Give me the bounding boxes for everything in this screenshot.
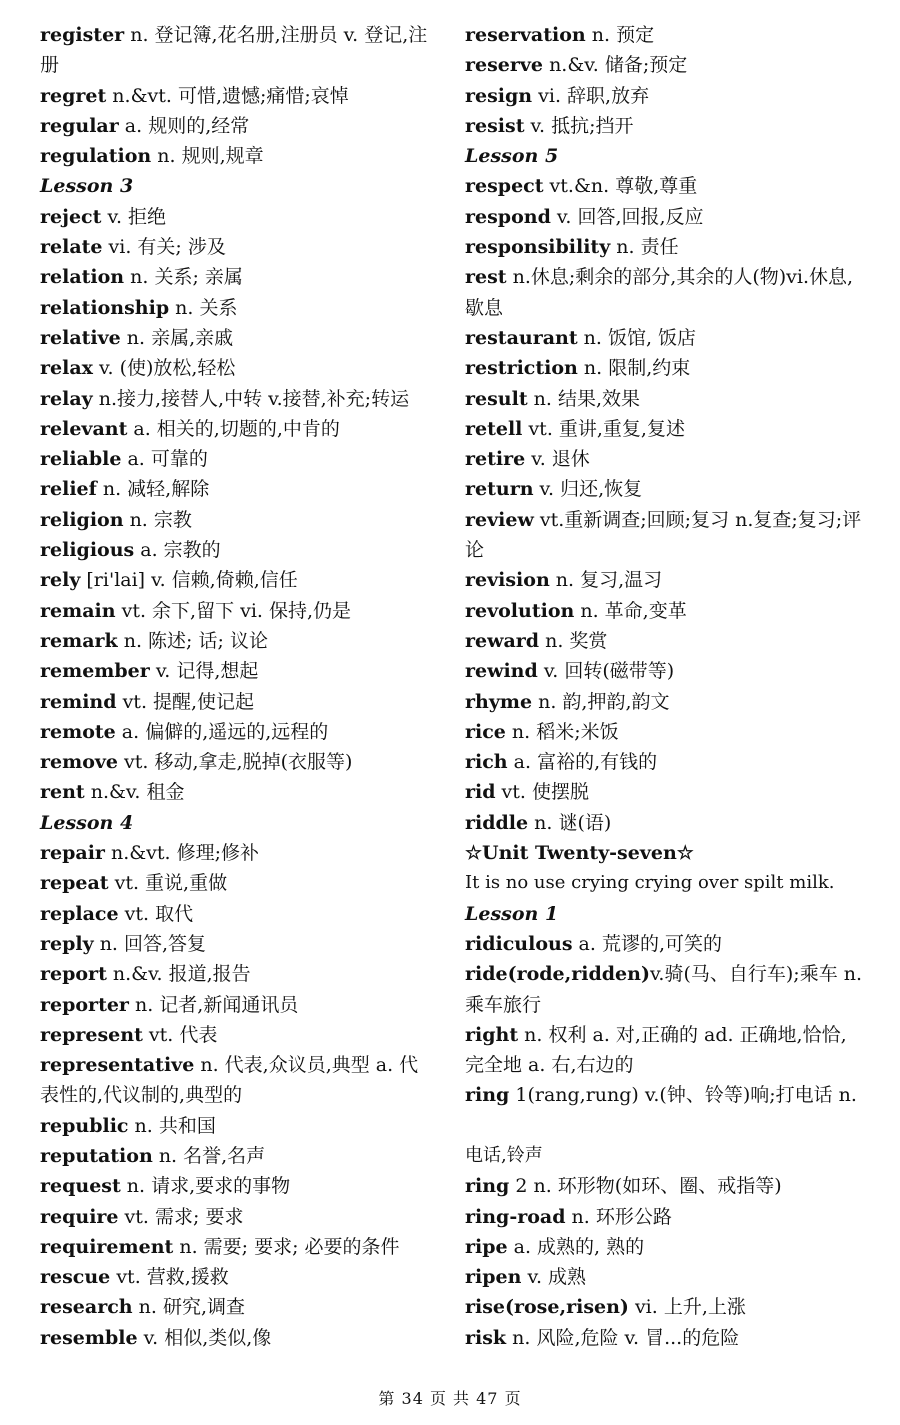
vocab-entry [40, 1232, 435, 1262]
definition: vi. 上升,上涨 [628, 1296, 746, 1319]
vocab-entry [40, 384, 435, 414]
headword: return [465, 478, 534, 501]
vocab-entry [40, 111, 435, 141]
headword: religious [40, 539, 135, 562]
vocab-entry [465, 505, 865, 566]
headword: requirement [40, 1235, 174, 1258]
headword: ride(rode,ridden) [465, 963, 650, 986]
vocab-entry [40, 202, 435, 232]
headword: relief [40, 478, 97, 501]
definition: vt. 提醒,使记起 [116, 690, 255, 713]
vocab-entry [465, 81, 865, 111]
definition: v. 成熟 [521, 1266, 587, 1289]
definition: v. 拒绝 [101, 205, 167, 228]
headword: ring [465, 1084, 510, 1107]
definition: v. 相似,类似,像 [137, 1326, 272, 1349]
definition: n. 规则,规章 [151, 145, 264, 168]
vocab-entry [40, 81, 435, 111]
vocab-entry [40, 262, 435, 292]
vocab-entry [40, 20, 435, 81]
definition: n.接力,接替人,中转 v.接替,补充;转运 [92, 387, 410, 410]
definition: n. 责任 [610, 236, 679, 259]
headword: rich [465, 751, 508, 774]
headword: restaurant [465, 326, 578, 349]
definition: n. 权利 a. 对,正确的 ad. 正确地,恰恰,完全地 a. 右,右边的 [465, 1023, 847, 1077]
headword: resist [465, 114, 525, 137]
vocab-entry [40, 1050, 435, 1111]
lesson-heading: Lesson 5 [465, 145, 559, 168]
vocab-entry [40, 990, 435, 1020]
vocab-entry [465, 808, 865, 838]
headword: retire [465, 448, 526, 471]
headword: right [465, 1023, 519, 1046]
vocab-entry [465, 929, 865, 959]
vocab-entry [40, 535, 435, 565]
headword: reject [40, 205, 102, 228]
headword: ripe [465, 1235, 508, 1258]
definition: vt. 重说,重做 [108, 872, 228, 895]
vocab-entry [40, 353, 435, 383]
vocab-entry [40, 929, 435, 959]
headword: remember [40, 660, 150, 683]
headword: risk [465, 1326, 507, 1349]
headword: responsibility [465, 236, 611, 259]
definition: n. 记者,新闻通讯员 [128, 993, 299, 1016]
vocab-entry [40, 1202, 435, 1232]
definition: vt. 使摆脱 [495, 781, 590, 804]
vocab-entry [465, 1202, 865, 1232]
vocab-entry [465, 111, 865, 141]
headword: request [40, 1175, 121, 1198]
headword: result [465, 387, 528, 410]
headword: representative [40, 1054, 195, 1077]
definition: 2 n. 环形物(如环、圈、戒指等) [509, 1175, 782, 1198]
vocab-entry [40, 959, 435, 989]
headword: relative [40, 326, 121, 349]
headword: rise(rose,risen) [465, 1296, 629, 1319]
vocab-entry [465, 444, 865, 474]
definition: n. 限制,约束 [577, 357, 691, 380]
definition: vt. 营救,援救 [110, 1266, 229, 1289]
headword: reputation [40, 1144, 153, 1167]
definition: a. 相关的,切题的,中肯的 [127, 417, 340, 440]
vocab-entry [465, 656, 865, 686]
vocab-entry [40, 838, 435, 868]
vocab-entry [40, 1323, 435, 1353]
headword: reservation [465, 24, 586, 46]
headword: reporter [40, 993, 129, 1016]
vocab-entry [40, 747, 435, 777]
vocab-entry [465, 20, 865, 50]
definition: n. 登记簿,花名册,注册员 v. 登记,注册 [40, 24, 428, 77]
definition: n. 陈述; 话; 议论 [117, 629, 268, 652]
headword: ridiculous [465, 932, 573, 955]
vocab-entry [465, 626, 865, 656]
headword: research [40, 1296, 133, 1319]
definition: vt. 代表 [142, 1023, 218, 1046]
definition: n. 亲属,亲戚 [120, 326, 234, 349]
definition: vt. 取代 [118, 902, 194, 925]
definition: vt.重新调查;回顾;复习 n.复查;复习;评论 [465, 508, 862, 562]
vocab-entry [40, 1292, 435, 1322]
vocab-entry [465, 353, 865, 383]
headword: replace [40, 902, 119, 925]
vocab-entry [40, 899, 435, 929]
vocab-entry [465, 1020, 865, 1081]
vocab-entry [465, 747, 865, 777]
headword: rid [465, 781, 496, 804]
definition: vt. 移动,拿走,脱掉(衣服等) [118, 751, 353, 774]
definition: v. 回答,回报,反应 [550, 205, 704, 228]
definition: n. 韵,押韵,韵文 [532, 690, 670, 713]
vocab-entry [40, 717, 435, 747]
headword: regular [40, 114, 119, 137]
vocab-entry [40, 777, 435, 807]
vocab-entry [465, 474, 865, 504]
headword: relate [40, 236, 103, 259]
definition: a. 成熟的, 熟的 [507, 1235, 645, 1258]
headword: respond [465, 205, 551, 228]
definition: v. (使)放松,轻松 [92, 357, 236, 380]
headword: ripen [465, 1266, 522, 1289]
vocab-entry [465, 959, 865, 1020]
vocab-entry [465, 232, 865, 262]
vocab-entry [40, 1141, 435, 1171]
definition: n. 环形公路 [565, 1205, 672, 1228]
definition: n. 请求,要求的事物 [120, 1175, 291, 1198]
definition: n. 宗教 [123, 508, 192, 531]
vocab-entry [465, 596, 865, 626]
definition: n. 结果,效果 [527, 387, 641, 410]
vocab-entry [40, 1171, 435, 1201]
definition: vt. 重讲,重复,复述 [522, 417, 685, 440]
headword: rent [40, 781, 85, 804]
page-footer: 第 34 页 共 47 页 [378, 1389, 522, 1408]
definition: n. 共和国 [128, 1114, 216, 1137]
vocab-entry [40, 141, 435, 171]
headword: repair [40, 842, 105, 865]
vocab-entry [40, 656, 435, 686]
vocab-entry [465, 1323, 865, 1353]
lesson-heading: Lesson 1 [465, 902, 559, 925]
headword: rewind [465, 660, 538, 683]
definition: a. 偏僻的,遥远的,远程的 [115, 720, 329, 743]
definition: vi. 辞职,放弃 [532, 84, 650, 107]
definition: n. 稻米;米饭 [505, 720, 619, 743]
vocab-entry [40, 626, 435, 656]
headword: relationship [40, 296, 170, 319]
headword: report [40, 963, 107, 986]
headword: remain [40, 599, 116, 622]
headword: remark [40, 629, 118, 652]
vocab-entry [465, 323, 865, 353]
headword: riddle [465, 811, 529, 834]
vocab-entry [40, 868, 435, 898]
definition: [ri'lai] v. 信赖,倚赖,信任 [80, 569, 298, 592]
definition: n. 饭馆, 饭店 [577, 326, 697, 349]
headword: rest [465, 266, 507, 289]
headword: rely [40, 569, 81, 592]
vocab-entry [465, 384, 865, 414]
text-line: It is no use crying crying over spilt milk. [465, 872, 835, 894]
vocab-entry [465, 1262, 865, 1292]
vocab-entry [465, 1171, 865, 1201]
definition: n.&v. 租金 [84, 781, 185, 804]
definition: n.&vt. 可惜,遗憾;痛惜;哀悼 [106, 84, 349, 107]
definition: n.休息;剩余的部分,其余的人(物)vi.休息,歇息 [465, 266, 854, 319]
blank-line [465, 1111, 865, 1141]
vocab-entry [40, 1020, 435, 1050]
vocab-entry [465, 171, 865, 201]
definition: vt. 需求; 要求 [118, 1205, 244, 1228]
headword: republic [40, 1114, 129, 1137]
vocab-entry [40, 444, 435, 474]
headword: resemble [40, 1326, 138, 1349]
vocab-entry [40, 414, 435, 444]
vocab-entry [40, 1262, 435, 1292]
headword: reserve [465, 54, 544, 77]
headword: reliable [40, 448, 122, 471]
vocab-entry [40, 565, 435, 595]
definition: v. 退休 [525, 448, 590, 471]
vocab-entry [465, 777, 865, 807]
headword: resign [465, 84, 533, 107]
definition: a. 规则的,经常 [118, 114, 250, 137]
headword: regret [40, 84, 107, 107]
vocab-entry [40, 232, 435, 262]
headword: relation [40, 266, 125, 289]
vocab-entry [40, 293, 435, 323]
headword: rice [465, 720, 506, 743]
vocab-entry [465, 565, 865, 595]
definition: n. 预定 [585, 24, 655, 46]
unit-heading: ☆Unit Twenty-seven☆ [465, 842, 694, 865]
definition: a. 宗教的 [134, 539, 221, 562]
headword: remote [40, 720, 116, 743]
definition: n. 革命,变革 [574, 599, 687, 622]
lesson-heading: Lesson 3 [40, 175, 134, 198]
headword: remove [40, 751, 119, 774]
text-line: 电话,铃声 [465, 1144, 543, 1166]
definition: n. 风险,危险 v. 冒...的危险 [506, 1326, 740, 1349]
definition: vt. 余下,留下 vi. 保持,仍是 [115, 599, 352, 622]
definition: v.骑(马、自行车);乘车 n.乘车旅行 [465, 963, 863, 1016]
headword: repeat [40, 872, 109, 895]
definition: n. 回答,答复 [93, 932, 207, 955]
headword: reply [40, 932, 94, 955]
right-column [465, 20, 865, 1353]
definition: v. 记得,想起 [149, 660, 259, 683]
definition: a. 荒谬的,可笑的 [572, 932, 723, 955]
definition: n. 关系; 亲属 [124, 266, 243, 289]
headword: revolution [465, 599, 575, 622]
headword: rescue [40, 1266, 111, 1289]
vocab-entry [465, 1080, 865, 1110]
definition: n. 减轻,解除 [96, 478, 210, 501]
definition: vi. 有关; 涉及 [102, 236, 226, 259]
vocab-entry [465, 717, 865, 747]
headword: review [465, 508, 534, 531]
headword: relevant [40, 417, 128, 440]
vocab-entry [465, 262, 865, 323]
headword: respect [465, 175, 544, 198]
headword: require [40, 1205, 119, 1228]
definition: n.&vt. 修理;修补 [104, 842, 260, 865]
headword: remind [40, 690, 117, 713]
headword: restriction [465, 357, 578, 380]
headword: regulation [40, 145, 152, 168]
definition: n. 研究,调查 [132, 1296, 245, 1319]
headword: religion [40, 508, 124, 531]
vocab-entry [40, 596, 435, 626]
headword: register [40, 24, 125, 46]
headword: relay [40, 387, 93, 410]
definition: n. 谜(语) [528, 811, 612, 834]
vocab-entry [40, 1111, 435, 1141]
definition: a. 富裕的,有钱的 [507, 751, 658, 774]
headword: represent [40, 1023, 143, 1046]
definition: n. 代表,众议员,典型 a. 代表性的,代议制的,典型的 [40, 1054, 419, 1107]
definition: vt.&n. 尊敬,尊重 [543, 175, 698, 198]
vocab-entry [40, 687, 435, 717]
vocab-entry [465, 202, 865, 232]
definition: n. 关系 [169, 296, 238, 319]
lesson-heading: Lesson 4 [40, 811, 134, 834]
definition: n.&v. 储备;预定 [543, 54, 688, 77]
definition: n. 需要; 要求; 必要的条件 [173, 1235, 400, 1258]
headword: reward [465, 629, 540, 652]
definition: 1(rang,rung) v.(钟、铃等)响;打电话 n. [509, 1084, 857, 1107]
headword: ring [465, 1175, 510, 1198]
vocab-entry [465, 687, 865, 717]
vocab-entry [465, 1232, 865, 1262]
definition: a. 可靠的 [121, 448, 208, 471]
definition: v. 回转(磁带等) [537, 660, 675, 683]
definition: v. 归还,恢复 [533, 478, 643, 501]
definition: v. 抵抗;挡开 [524, 114, 634, 137]
vocab-entry [465, 50, 865, 80]
headword: rhyme [465, 690, 533, 713]
definition: n.&v. 报道,报告 [106, 963, 251, 986]
headword: ring-road [465, 1205, 566, 1228]
vocab-entry [465, 1292, 865, 1322]
headword: retell [465, 417, 523, 440]
vocab-entry [465, 414, 865, 444]
headword: revision [465, 569, 550, 592]
definition: n. 名誉,名声 [152, 1144, 266, 1167]
definition: n. 奖赏 [539, 629, 608, 652]
vocab-entry [40, 474, 435, 504]
definition: n. 复习,温习 [549, 569, 663, 592]
headword: relax [40, 357, 93, 380]
left-column [40, 20, 435, 1353]
vocab-entry [40, 323, 435, 353]
vocab-entry [40, 505, 435, 535]
